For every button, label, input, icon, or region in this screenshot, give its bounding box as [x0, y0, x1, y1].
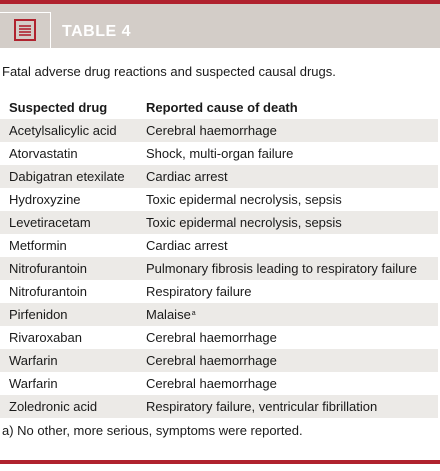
- cause-text: Respiratory failure: [146, 284, 252, 299]
- table-row: [0, 119, 438, 142]
- drug-table: [0, 96, 438, 418]
- cause-cell: [137, 372, 438, 395]
- table-body: [0, 119, 438, 418]
- table-row: [0, 142, 438, 165]
- cause-cell: [137, 142, 438, 165]
- table-row: [0, 188, 438, 211]
- cause-text: Malaise: [146, 307, 191, 322]
- table-row: [0, 395, 438, 418]
- cause-text: Cerebral haemorrhage: [146, 376, 277, 391]
- bottom-accent-rule: [0, 460, 440, 464]
- cause-text: Cerebral haemorrhage: [146, 123, 277, 138]
- drug-cell: Pirfenidon: [0, 303, 137, 326]
- cause-cell: [137, 395, 438, 418]
- cause-text: Pulmonary fibrosis leading to respiratory failure: [146, 261, 417, 276]
- cause-text: Respiratory failure, ventricular fibrillation: [146, 399, 378, 414]
- table-header-row: [0, 96, 438, 119]
- cause-cell: [137, 280, 438, 303]
- table-row: [0, 303, 438, 326]
- table-header-band: [0, 4, 440, 48]
- cause-text: Cardiac arrest: [146, 169, 228, 184]
- drug-cell: Dabigatran etexilate: [0, 165, 137, 188]
- drug-cell: Acetylsalicylic acid: [0, 119, 137, 142]
- drug-cell: Rivaroxaban: [9, 330, 82, 345]
- cause-cell: [137, 257, 438, 280]
- table-row: [0, 372, 438, 395]
- cause-cell: [137, 349, 438, 372]
- table-footnote: a) No other, more serious, symptoms were reported.: [2, 423, 303, 438]
- table-row: [0, 326, 438, 349]
- drug-cell: Hydroxyzine: [9, 192, 81, 207]
- cause-cell: [137, 326, 438, 349]
- cause-text: Toxic epidermal necrolysis, sepsis: [146, 192, 342, 207]
- cause-cell: [137, 303, 438, 326]
- table-row: [0, 234, 438, 257]
- cause-text: Cerebral haemorrhage: [146, 353, 277, 368]
- drug-cell: Zoledronic acid: [0, 395, 137, 418]
- column-header-drug: Suspected drug: [9, 100, 108, 115]
- table-row: [0, 165, 438, 188]
- table-caption: Fatal adverse drug reactions and suspected causal drugs.: [2, 64, 336, 79]
- table-row: [0, 211, 438, 234]
- column-header-cause: Reported cause of death: [146, 100, 298, 115]
- cause-cell: [137, 211, 438, 234]
- drug-cell: Nitrofurantoin: [9, 284, 88, 299]
- table-row: [0, 280, 438, 303]
- drug-cell: Levetiracetam: [0, 211, 137, 234]
- drug-cell: Nitrofurantoin: [0, 257, 137, 280]
- drug-cell: Warfarin: [9, 376, 58, 391]
- cause-cell: [137, 165, 438, 188]
- cause-text: Cardiac arrest: [146, 238, 228, 253]
- table-row: [0, 257, 438, 280]
- cause-cell: [137, 234, 438, 257]
- drug-cell: Atorvastatin: [9, 146, 78, 161]
- cause-text: Toxic epidermal necrolysis, sepsis: [146, 215, 342, 230]
- cause-cell: [137, 119, 438, 142]
- drug-cell: Metformin: [9, 238, 67, 253]
- cause-text: Cerebral haemorrhage: [146, 330, 277, 345]
- table-row: [0, 349, 438, 372]
- cause-cell: [137, 188, 438, 211]
- cause-text: Shock, multi-organ failure: [146, 146, 294, 161]
- footnote-marker: a: [191, 310, 196, 317]
- drug-cell: Warfarin: [0, 349, 137, 372]
- table-title: TABLE 4: [62, 23, 131, 40]
- icon-box: [0, 12, 51, 49]
